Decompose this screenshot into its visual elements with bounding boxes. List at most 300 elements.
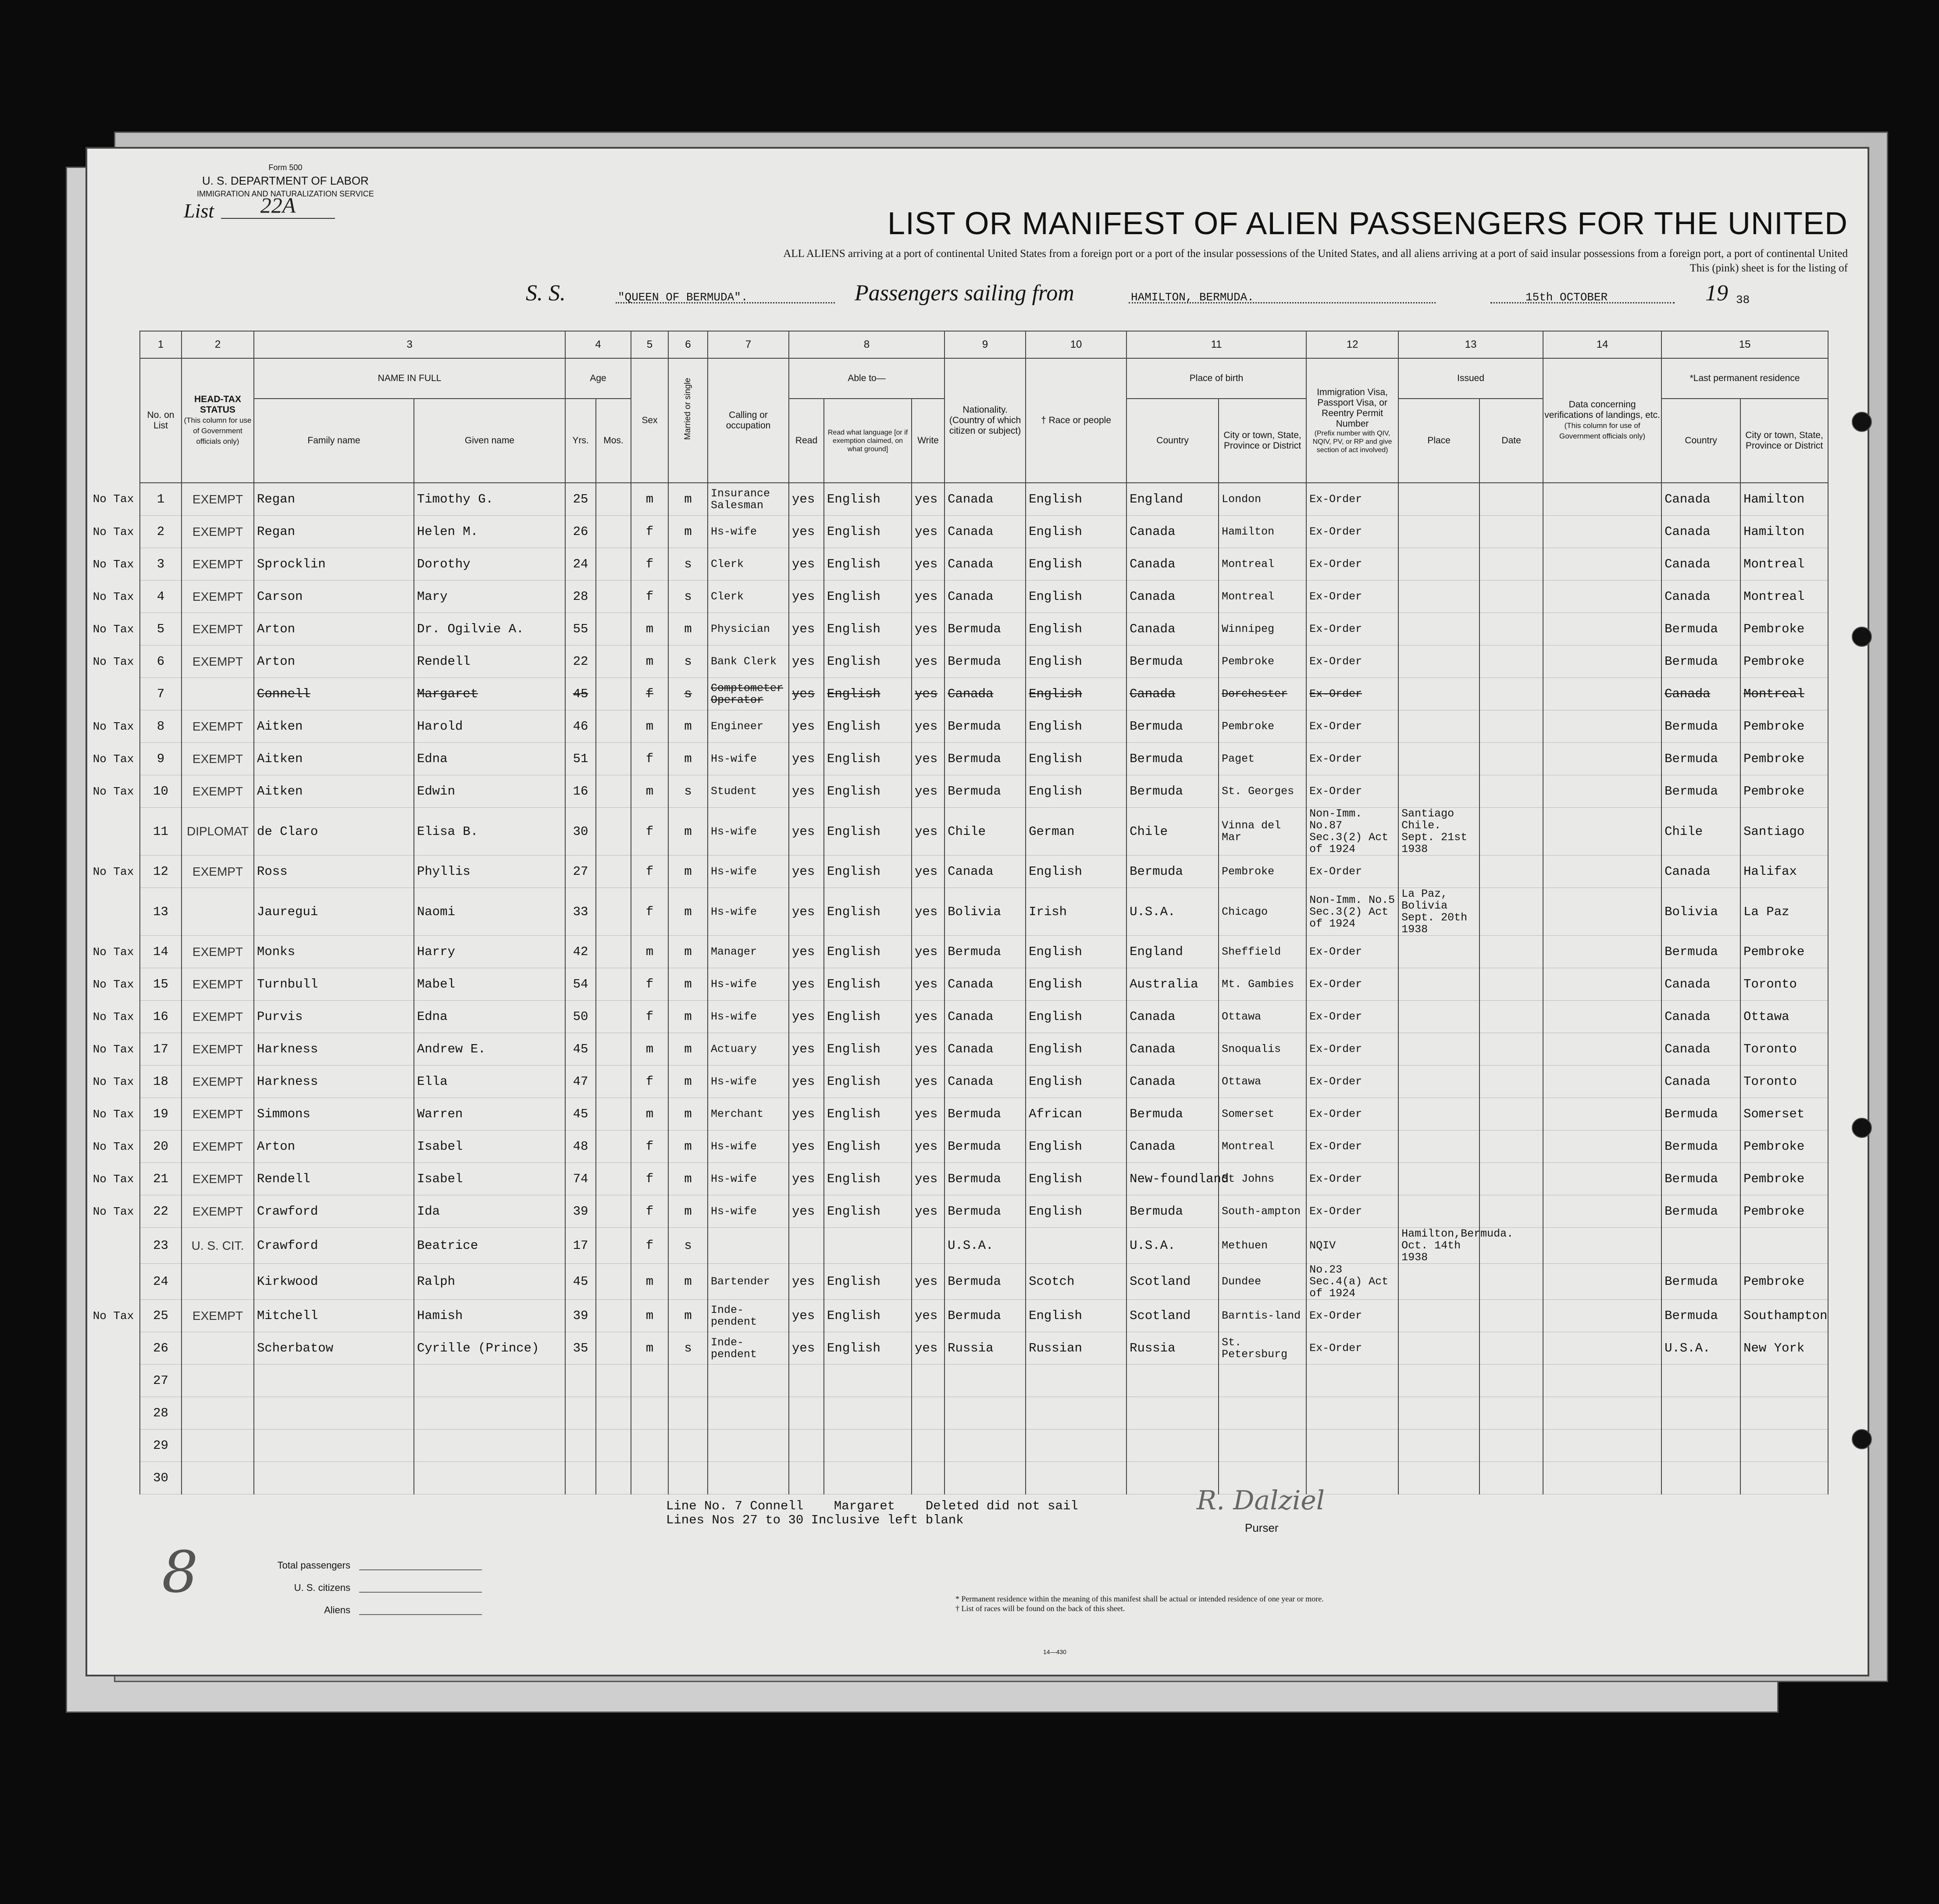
deletion-note bbox=[666, 1499, 1078, 1527]
cell-issued bbox=[1398, 936, 1479, 968]
cell-r-city: Hamilton bbox=[1740, 516, 1828, 548]
cell-ms: m bbox=[668, 613, 708, 645]
tax-cell: No Tax bbox=[93, 752, 134, 766]
table-row bbox=[87, 1163, 1828, 1195]
cell-issued-date bbox=[1479, 1098, 1543, 1130]
cell-family bbox=[254, 1430, 414, 1462]
cell-landings bbox=[1543, 1332, 1661, 1365]
cell-r-city: Pembroke bbox=[1740, 613, 1828, 645]
cell-nationality: Canada bbox=[945, 856, 1026, 888]
cell-mos bbox=[596, 1066, 631, 1098]
row-number: 15 bbox=[140, 968, 182, 1001]
cell-family: Monks bbox=[254, 936, 414, 968]
tax-cell bbox=[87, 888, 140, 936]
cell-sex: f bbox=[631, 968, 668, 1001]
cell-nationality: Russia bbox=[945, 1332, 1026, 1365]
cell-race: English bbox=[1026, 1195, 1126, 1228]
cell-issued-date bbox=[1479, 1264, 1543, 1300]
cell-visa: Ex-Order bbox=[1306, 1195, 1398, 1228]
cell-landings bbox=[1543, 483, 1661, 516]
cell-r-city: Toronto bbox=[1740, 1066, 1828, 1098]
port-underline bbox=[1129, 302, 1436, 303]
tax-cell bbox=[87, 808, 140, 856]
cell-race: English bbox=[1026, 645, 1126, 678]
cell-issued-date bbox=[1479, 1332, 1543, 1365]
cell-sex: m bbox=[631, 1033, 668, 1066]
cell-b-country: England bbox=[1126, 483, 1219, 516]
cell-family: Mitchell bbox=[254, 1300, 414, 1332]
cell-status: U. S. CIT. bbox=[182, 1228, 254, 1264]
header-birth-country: Country bbox=[1126, 399, 1219, 483]
cell-issued-date bbox=[1479, 613, 1543, 645]
list-number: 22A bbox=[221, 193, 335, 219]
cell-nationality: Canada bbox=[945, 1001, 1026, 1033]
footnotes bbox=[955, 1594, 1324, 1613]
cell-issued bbox=[1398, 1430, 1479, 1462]
cell-calling: Comptometer Operator bbox=[708, 678, 789, 710]
cell-b-country bbox=[1126, 1430, 1219, 1462]
cell-race bbox=[1026, 1365, 1126, 1397]
cell-landings bbox=[1543, 678, 1661, 710]
cell-family bbox=[254, 1462, 414, 1494]
cell-lang bbox=[824, 1462, 912, 1494]
cell-landings bbox=[1543, 1365, 1661, 1397]
cell-b-city: St Johns bbox=[1219, 1163, 1306, 1195]
cell-issued: La Paz, Bolivia Sept. 20th 1938 bbox=[1398, 888, 1479, 936]
cell-status: EXEMPT bbox=[182, 1033, 254, 1066]
visa-note: (Prefix number with QIV, NQIV, PV, or RP and give section of act involved) bbox=[1312, 429, 1392, 454]
cell-calling: Hs-wife bbox=[708, 968, 789, 1001]
cell-issued bbox=[1398, 1163, 1479, 1195]
cell-issued bbox=[1398, 1195, 1479, 1228]
table-row bbox=[87, 483, 1828, 516]
cell-status: EXEMPT bbox=[182, 581, 254, 613]
cell-b-country bbox=[1126, 1397, 1219, 1430]
cell-issued-date bbox=[1479, 775, 1543, 808]
cell-landings bbox=[1543, 1195, 1661, 1228]
cell-b-city: Snoqualis bbox=[1219, 1033, 1306, 1066]
cell-r-country bbox=[1661, 1365, 1740, 1397]
cell-mos bbox=[596, 808, 631, 856]
cell-family: Aitken bbox=[254, 743, 414, 775]
cell-ms: m bbox=[668, 483, 708, 516]
cell-visa bbox=[1306, 1397, 1398, 1430]
cell-ms: s bbox=[668, 548, 708, 581]
cell-family: Harkness bbox=[254, 1066, 414, 1098]
col-num: 1 bbox=[140, 331, 182, 358]
cell-calling bbox=[708, 1397, 789, 1430]
footnote-residence: * Permanent residence within the meaning of this manifest shall be actual or intended residence of one year or more. bbox=[955, 1594, 1324, 1603]
cell-issued-date bbox=[1479, 936, 1543, 968]
cell-r-country: Bermuda bbox=[1661, 613, 1740, 645]
table-row bbox=[87, 710, 1828, 743]
col-num: 5 bbox=[631, 331, 668, 358]
cell-r-city bbox=[1740, 1228, 1828, 1264]
cell-b-city: Dundee bbox=[1219, 1264, 1306, 1300]
cell-b-city: Pembroke bbox=[1219, 710, 1306, 743]
cell-sex: f bbox=[631, 1130, 668, 1163]
cell-nationality: Canada bbox=[945, 1033, 1026, 1066]
tax-cell: No Tax bbox=[93, 1075, 134, 1088]
header-married bbox=[668, 358, 708, 483]
cell-issued bbox=[1398, 1397, 1479, 1430]
cell-r-city: Southampton bbox=[1740, 1300, 1828, 1332]
cell-family: Arton bbox=[254, 613, 414, 645]
cell-b-city: Ottawa bbox=[1219, 1001, 1306, 1033]
cell-status: EXEMPT bbox=[182, 1098, 254, 1130]
cell-nationality: Canada bbox=[945, 968, 1026, 1001]
cell-given bbox=[414, 1430, 565, 1462]
header-yrs: Yrs. bbox=[565, 399, 596, 483]
cell-race: English bbox=[1026, 613, 1126, 645]
tax-cell: No Tax bbox=[93, 945, 134, 959]
header-place-of-birth: Place of birth bbox=[1126, 358, 1306, 399]
cell-status: EXEMPT bbox=[182, 743, 254, 775]
table-row bbox=[87, 1098, 1828, 1130]
cell-issued-date bbox=[1479, 888, 1543, 936]
cell-family: Connell bbox=[254, 678, 414, 710]
cell-yrs: 24 bbox=[565, 548, 596, 581]
cell-landings bbox=[1543, 775, 1661, 808]
cell-lang: English bbox=[824, 710, 912, 743]
cell-landings bbox=[1543, 581, 1661, 613]
cell-sex: f bbox=[631, 1001, 668, 1033]
cell-b-city: Montreal bbox=[1219, 1130, 1306, 1163]
cell-nationality: Canada bbox=[945, 678, 1026, 710]
header-last-residence: *Last permanent residence bbox=[1661, 358, 1828, 399]
cell-nationality: Canada bbox=[945, 1066, 1026, 1098]
cell-b-country: Canada bbox=[1126, 1033, 1219, 1066]
tax-cell bbox=[87, 1264, 140, 1300]
cell-ms: m bbox=[668, 1264, 708, 1300]
tax-cell: No Tax bbox=[93, 1107, 134, 1121]
cell-visa: Ex-Order bbox=[1306, 936, 1398, 968]
col-num: 13 bbox=[1398, 331, 1543, 358]
punch-hole bbox=[1852, 627, 1872, 647]
cell-r-country: Bermuda bbox=[1661, 1300, 1740, 1332]
cell-write: yes bbox=[912, 581, 945, 613]
cell-lang: English bbox=[824, 1033, 912, 1066]
cell-given: Harry bbox=[414, 936, 565, 968]
table-row bbox=[87, 1430, 1828, 1462]
row-number: 20 bbox=[140, 1130, 182, 1163]
header-nationality: Nationality. (Country of which citizen or subject) bbox=[945, 358, 1026, 483]
cell-lang: English bbox=[824, 1066, 912, 1098]
cell-family bbox=[254, 1365, 414, 1397]
cell-read: yes bbox=[789, 936, 824, 968]
tax-cell: No Tax bbox=[93, 865, 134, 878]
cell-sex: f bbox=[631, 516, 668, 548]
cell-given: Phyllis bbox=[414, 856, 565, 888]
cell-sex: f bbox=[631, 1163, 668, 1195]
cell-lang: English bbox=[824, 888, 912, 936]
cell-nationality: Bermuda bbox=[945, 743, 1026, 775]
cell-ms bbox=[668, 1365, 708, 1397]
cell-nationality: U.S.A. bbox=[945, 1228, 1026, 1264]
table-row bbox=[87, 743, 1828, 775]
row-number: 29 bbox=[140, 1430, 182, 1462]
cell-read: yes bbox=[789, 1033, 824, 1066]
cell-visa: Ex-Order bbox=[1306, 743, 1398, 775]
header-issued-date: Date bbox=[1479, 399, 1543, 483]
cell-family: Harkness bbox=[254, 1033, 414, 1066]
cell-issued-date bbox=[1479, 743, 1543, 775]
cell-sex: m bbox=[631, 613, 668, 645]
cell-landings bbox=[1543, 1430, 1661, 1462]
cell-read: yes bbox=[789, 743, 824, 775]
cell-read: yes bbox=[789, 1098, 824, 1130]
table-row bbox=[87, 1195, 1828, 1228]
cell-sex bbox=[631, 1397, 668, 1430]
cell-visa: Ex-Order bbox=[1306, 1130, 1398, 1163]
cell-r-city: Pembroke bbox=[1740, 645, 1828, 678]
table-row bbox=[87, 548, 1828, 581]
cell-calling: Manager bbox=[708, 936, 789, 968]
cell-lang: English bbox=[824, 1098, 912, 1130]
cell-nationality: Bermuda bbox=[945, 1195, 1026, 1228]
row-number: 10 bbox=[140, 775, 182, 808]
cell-mos bbox=[596, 710, 631, 743]
cell-yrs: 46 bbox=[565, 710, 596, 743]
row-number: 9 bbox=[140, 743, 182, 775]
cell-b-country: Scotland bbox=[1126, 1264, 1219, 1300]
cell-issued-date bbox=[1479, 645, 1543, 678]
cell-visa: Ex-Order bbox=[1306, 1300, 1398, 1332]
cell-yrs bbox=[565, 1430, 596, 1462]
cell-issued bbox=[1398, 548, 1479, 581]
cell-b-city: Dorchester bbox=[1219, 678, 1306, 710]
cell-calling: Hs-wife bbox=[708, 516, 789, 548]
col-num: 10 bbox=[1026, 331, 1126, 358]
header-read: Read bbox=[789, 399, 824, 483]
cell-given: Edwin bbox=[414, 775, 565, 808]
cell-given bbox=[414, 1397, 565, 1430]
cell-sex: m bbox=[631, 645, 668, 678]
cell-mos bbox=[596, 1130, 631, 1163]
cell-given bbox=[414, 1462, 565, 1494]
cell-write: yes bbox=[912, 645, 945, 678]
cell-issued-date bbox=[1479, 1462, 1543, 1494]
cell-issued bbox=[1398, 968, 1479, 1001]
cell-issued: Hamilton,Bermuda. Oct. 14th 1938 bbox=[1398, 1228, 1479, 1264]
cell-race: English bbox=[1026, 936, 1126, 968]
head-tax-title: HEAD-TAX STATUS bbox=[194, 394, 241, 415]
cell-read: yes bbox=[789, 968, 824, 1001]
cell-ms: m bbox=[668, 516, 708, 548]
cell-nationality: Bermuda bbox=[945, 1300, 1026, 1332]
row-number: 30 bbox=[140, 1462, 182, 1494]
cell-landings bbox=[1543, 710, 1661, 743]
purser-label: Purser bbox=[1245, 1521, 1279, 1534]
cell-visa: Ex-Order bbox=[1306, 1098, 1398, 1130]
table-row bbox=[87, 645, 1828, 678]
cell-sex: m bbox=[631, 710, 668, 743]
punch-hole bbox=[1852, 412, 1872, 432]
cell-calling: Hs-wife bbox=[708, 1163, 789, 1195]
row-number: 26 bbox=[140, 1332, 182, 1365]
cell-issued bbox=[1398, 1130, 1479, 1163]
cell-issued bbox=[1398, 1001, 1479, 1033]
cell-given: Margaret bbox=[414, 678, 565, 710]
cell-issued-date bbox=[1479, 1130, 1543, 1163]
cell-nationality bbox=[945, 1430, 1026, 1462]
total-passengers-label: Total passengers bbox=[277, 1560, 350, 1571]
row-number: 16 bbox=[140, 1001, 182, 1033]
cell-r-city: Pembroke bbox=[1740, 1264, 1828, 1300]
cell-ms: m bbox=[668, 1163, 708, 1195]
tax-cell: No Tax bbox=[93, 655, 134, 668]
cell-write: yes bbox=[912, 856, 945, 888]
tax-cell: No Tax bbox=[93, 492, 134, 506]
cell-status bbox=[182, 678, 254, 710]
cell-issued-date bbox=[1479, 968, 1543, 1001]
cell-visa: Ex-Order bbox=[1306, 710, 1398, 743]
cell-calling bbox=[708, 1228, 789, 1264]
cell-given: Rendell bbox=[414, 645, 565, 678]
cell-race: English bbox=[1026, 548, 1126, 581]
cell-issued-date bbox=[1479, 1066, 1543, 1098]
cell-lang: English bbox=[824, 678, 912, 710]
cell-mos bbox=[596, 1462, 631, 1494]
cell-family bbox=[254, 1397, 414, 1430]
cell-lang bbox=[824, 1228, 912, 1264]
aliens-label: Aliens bbox=[324, 1604, 350, 1615]
cell-b-country: Bermuda bbox=[1126, 1195, 1219, 1228]
cell-issued bbox=[1398, 1033, 1479, 1066]
cell-write: yes bbox=[912, 1130, 945, 1163]
cell-status: EXEMPT bbox=[182, 775, 254, 808]
cell-r-city: La Paz bbox=[1740, 888, 1828, 936]
cell-status: EXEMPT bbox=[182, 1163, 254, 1195]
cell-ms: m bbox=[668, 888, 708, 936]
cell-read: yes bbox=[789, 1264, 824, 1300]
cell-read: yes bbox=[789, 645, 824, 678]
cell-race: English bbox=[1026, 968, 1126, 1001]
voyage-line bbox=[526, 280, 1846, 315]
cell-status bbox=[182, 1430, 254, 1462]
cell-b-city: St. Petersburg bbox=[1219, 1332, 1306, 1365]
cell-r-country: Bermuda bbox=[1661, 1163, 1740, 1195]
cell-calling: Merchant bbox=[708, 1098, 789, 1130]
page-title: LIST OR MANIFEST OF ALIEN PASSENGERS FOR THE UNITED bbox=[887, 206, 1848, 241]
list-label: List bbox=[184, 200, 214, 222]
cell-nationality: Bermuda bbox=[945, 775, 1026, 808]
cell-race: English bbox=[1026, 1001, 1126, 1033]
cell-write: yes bbox=[912, 1264, 945, 1300]
cell-mos bbox=[596, 1098, 631, 1130]
cell-b-country: Bermuda bbox=[1126, 775, 1219, 808]
cell-b-city: Chicago bbox=[1219, 888, 1306, 936]
cell-mos bbox=[596, 1033, 631, 1066]
cell-issued bbox=[1398, 516, 1479, 548]
form-code: 14—430 bbox=[1043, 1648, 1066, 1655]
cell-status: EXEMPT bbox=[182, 1066, 254, 1098]
cell-ms: m bbox=[668, 1300, 708, 1332]
tax-cell: No Tax bbox=[93, 525, 134, 538]
cell-mos bbox=[596, 1430, 631, 1462]
header-birth-city: City or town, State, Province or District bbox=[1219, 399, 1306, 483]
cell-b-country: Bermuda bbox=[1126, 1098, 1219, 1130]
cell-r-city: Somerset bbox=[1740, 1098, 1828, 1130]
row-number: 13 bbox=[140, 888, 182, 936]
cell-b-country: U.S.A. bbox=[1126, 1228, 1219, 1264]
cell-race: English bbox=[1026, 775, 1126, 808]
cell-issued-date bbox=[1479, 1397, 1543, 1430]
cell-read: yes bbox=[789, 775, 824, 808]
cell-sex bbox=[631, 1430, 668, 1462]
cell-issued-date bbox=[1479, 548, 1543, 581]
cell-lang: English bbox=[824, 1264, 912, 1300]
cell-r-country: Canada bbox=[1661, 581, 1740, 613]
cell-write: yes bbox=[912, 678, 945, 710]
cell-ms: m bbox=[668, 968, 708, 1001]
cell-nationality: Bermuda bbox=[945, 1163, 1026, 1195]
cell-r-country: Bermuda bbox=[1661, 1264, 1740, 1300]
cell-race bbox=[1026, 1397, 1126, 1430]
cell-r-country: Canada bbox=[1661, 968, 1740, 1001]
table-row bbox=[87, 1001, 1828, 1033]
cell-b-country: Bermuda bbox=[1126, 856, 1219, 888]
cell-status: EXEMPT bbox=[182, 1001, 254, 1033]
tax-cell: No Tax bbox=[93, 622, 134, 636]
header-able-to: Able to— bbox=[789, 358, 945, 399]
cell-given: Dr. Ogilvie A. bbox=[414, 613, 565, 645]
cell-nationality: Canada bbox=[945, 483, 1026, 516]
sailing-label: Passengers sailing from bbox=[855, 281, 1074, 306]
cell-ms: s bbox=[668, 1228, 708, 1264]
cell-ms: m bbox=[668, 1033, 708, 1066]
col-num: 15 bbox=[1661, 331, 1828, 358]
cell-landings bbox=[1543, 1397, 1661, 1430]
cell-b-city: St. Georges bbox=[1219, 775, 1306, 808]
cell-landings bbox=[1543, 1098, 1661, 1130]
cell-b-city: Sheffield bbox=[1219, 936, 1306, 968]
row-number: 3 bbox=[140, 548, 182, 581]
cell-family: Arton bbox=[254, 1130, 414, 1163]
cell-r-city: Pembroke bbox=[1740, 1163, 1828, 1195]
service: IMMIGRATION AND NATURALIZATION SERVICE bbox=[197, 189, 374, 198]
header-write: Write bbox=[912, 399, 945, 483]
cell-race bbox=[1026, 1228, 1126, 1264]
cell-yrs: 22 bbox=[565, 645, 596, 678]
cell-mos bbox=[596, 1300, 631, 1332]
year-suffix: 38 bbox=[1736, 293, 1750, 307]
cell-mos bbox=[596, 516, 631, 548]
header-race: † Race or people bbox=[1026, 358, 1126, 483]
cell-visa: Ex-Order bbox=[1306, 678, 1398, 710]
cell-mos bbox=[596, 1228, 631, 1264]
cell-r-city: Montreal bbox=[1740, 581, 1828, 613]
tax-cell: No Tax bbox=[93, 1205, 134, 1218]
cell-calling: Hs-wife bbox=[708, 1001, 789, 1033]
cell-read: yes bbox=[789, 1001, 824, 1033]
cell-mos bbox=[596, 645, 631, 678]
cell-status bbox=[182, 888, 254, 936]
married-text: Married or single bbox=[683, 378, 693, 440]
cell-ms: m bbox=[668, 1130, 708, 1163]
tax-cell: No Tax bbox=[93, 1042, 134, 1056]
departure-port: HAMILTON, BERMUDA. bbox=[1131, 291, 1254, 304]
cell-visa: Ex-Order bbox=[1306, 1163, 1398, 1195]
cell-mos bbox=[596, 1264, 631, 1300]
cell-yrs bbox=[565, 1462, 596, 1494]
cell-b-city: Hamilton bbox=[1219, 516, 1306, 548]
header-read-what: Read what language [or if exemption claimed, on what ground] bbox=[824, 399, 912, 483]
row-number: 23 bbox=[140, 1228, 182, 1264]
cell-given: Timothy G. bbox=[414, 483, 565, 516]
cell-r-country: Canada bbox=[1661, 548, 1740, 581]
cell-read: yes bbox=[789, 710, 824, 743]
